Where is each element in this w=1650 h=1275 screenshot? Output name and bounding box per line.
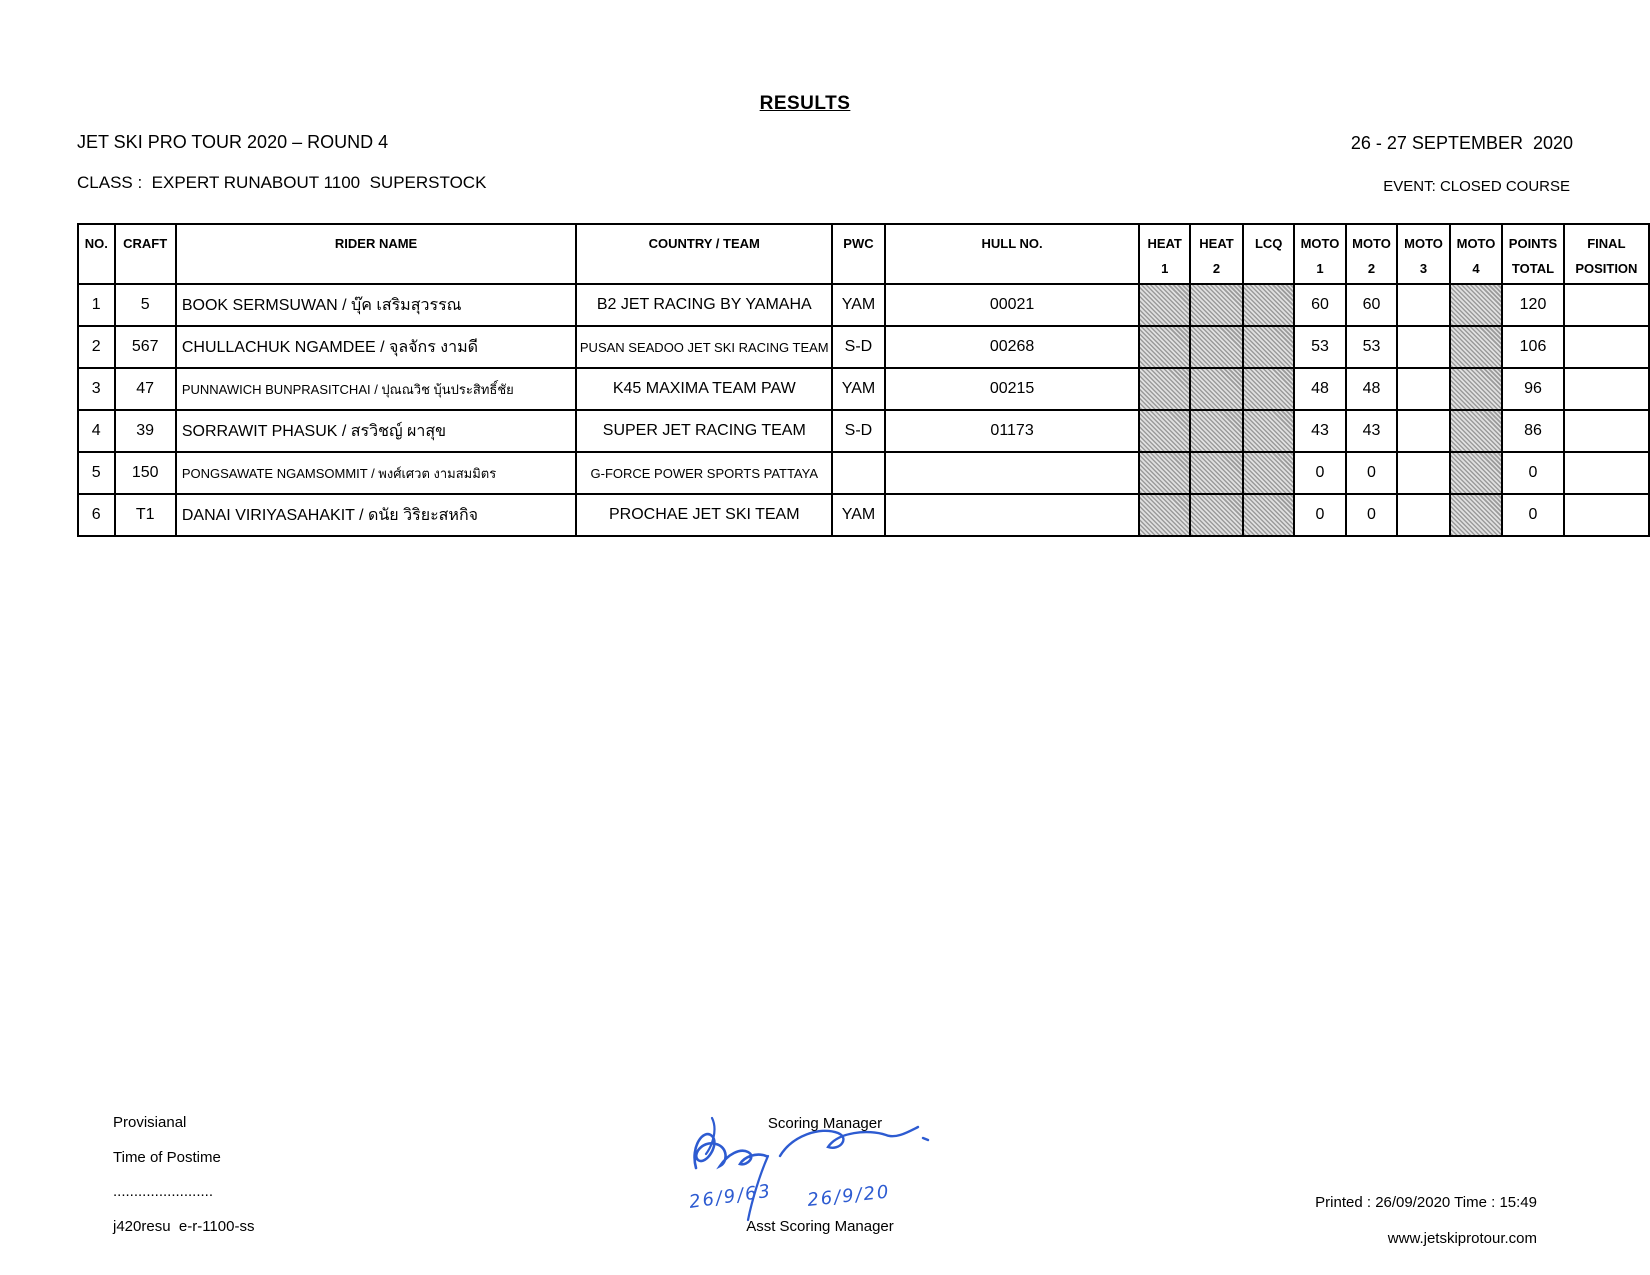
cell-rider: PONGSAWATE NGAMSOMMIT / พงศ์เศวต งามสมมิตร [176, 452, 576, 494]
cell-points: 120 [1502, 284, 1564, 326]
col-header-no: NO. [78, 224, 115, 284]
results-table-container [77, 223, 1650, 537]
cell-moto1: 48 [1294, 368, 1346, 410]
cell-craft: 567 [115, 326, 176, 368]
class-label: CLASS : EXPERT RUNABOUT 1100 SUPERSTOCK [77, 173, 487, 192]
col-header-moto2: MOTO 2 [1346, 224, 1398, 284]
cell-moto2: 60 [1346, 284, 1398, 326]
cell-final [1564, 452, 1649, 494]
cell-points: 96 [1502, 368, 1564, 410]
cell-rider: SORRAWIT PHASUK / สรวิชญ์ ผาสุข [176, 410, 576, 452]
cell-heat1 [1139, 494, 1189, 536]
col-header-moto1: MOTO 1 [1294, 224, 1346, 284]
col-header-rider: RIDER NAME [176, 224, 576, 284]
cell-moto2: 0 [1346, 494, 1398, 536]
signature-scribble-right [780, 1127, 918, 1156]
cell-points: 106 [1502, 326, 1564, 368]
table-row [78, 410, 1649, 452]
cell-heat1 [1139, 326, 1189, 368]
table-row [78, 284, 1649, 326]
cell-final [1564, 410, 1649, 452]
col-header-team: COUNTRY / TEAM [576, 224, 832, 284]
col-header-points: POINTS TOTAL [1502, 224, 1564, 284]
cell-craft: T1 [115, 494, 176, 536]
dotted-line: ........................ [113, 1183, 214, 1201]
page-title: RESULTS [759, 93, 851, 114]
cell-hull [885, 452, 1140, 494]
cell-moto2: 53 [1346, 326, 1398, 368]
cell-craft: 47 [115, 368, 176, 410]
col-header-hull: HULL NO. [885, 224, 1140, 284]
cell-moto1: 0 [1294, 452, 1346, 494]
cell-lcq [1243, 326, 1294, 368]
results-table-head [78, 224, 1649, 284]
cell-lcq [1243, 410, 1294, 452]
col-header-lcq: LCQ [1243, 224, 1294, 284]
cell-pwc: YAM [832, 284, 884, 326]
cell-heat1 [1139, 452, 1189, 494]
cell-pwc: S-D [832, 410, 884, 452]
cell-moto1: 60 [1294, 284, 1346, 326]
cell-heat1 [1139, 410, 1189, 452]
cell-points: 0 [1502, 452, 1564, 494]
cell-hull: 00215 [885, 368, 1140, 410]
time-of-postime-label: Time of Postime [113, 1148, 221, 1166]
cell-heat2 [1190, 410, 1243, 452]
cell-heat2 [1190, 494, 1243, 536]
col-header-heat1: HEAT 1 [1139, 224, 1189, 284]
col-header-moto3: MOTO 3 [1397, 224, 1449, 284]
table-row [78, 326, 1649, 368]
cell-heat1 [1139, 284, 1189, 326]
cell-moto4 [1450, 452, 1502, 494]
cell-final [1564, 284, 1649, 326]
cell-moto2: 48 [1346, 368, 1398, 410]
cell-pwc: YAM [832, 368, 884, 410]
cell-team: B2 JET RACING BY YAMAHA [576, 284, 832, 326]
cell-rider: DANAI VIRIYASAHAKIT / ดนัย วิริยะสหกิจ [176, 494, 576, 536]
cell-moto3 [1397, 452, 1449, 494]
cell-team: G-FORCE POWER SPORTS PATTAYA [576, 452, 832, 494]
scoring-manager-label: Scoring Manager [767, 1115, 883, 1132]
cell-lcq [1243, 494, 1294, 536]
cell-moto3 [1397, 326, 1449, 368]
cell-points: 0 [1502, 494, 1564, 536]
cell-no: 3 [78, 368, 115, 410]
header-row [78, 224, 1649, 284]
cell-moto2: 43 [1346, 410, 1398, 452]
results-table [77, 223, 1650, 537]
cell-final [1564, 368, 1649, 410]
signature-date-right: 26/9/20 [806, 1181, 892, 1211]
cell-no: 5 [78, 452, 115, 494]
cell-hull: 01173 [885, 410, 1140, 452]
cell-craft: 5 [115, 284, 176, 326]
cell-no: 1 [78, 284, 115, 326]
cell-heat2 [1190, 452, 1243, 494]
cell-moto1: 53 [1294, 326, 1346, 368]
cell-final [1564, 494, 1649, 536]
printed-timestamp: Printed : 26/09/2020 Time : 15:49 [1315, 1194, 1537, 1211]
footer-right-block [1315, 1185, 1537, 1257]
event-type-label: EVENT: CLOSED COURSE [1383, 178, 1570, 195]
cell-team: SUPER JET RACING TEAM [576, 410, 832, 452]
cell-moto3 [1397, 494, 1449, 536]
signature-scribble-left [695, 1134, 766, 1168]
cell-pwc: YAM [832, 494, 884, 536]
cell-moto1: 0 [1294, 494, 1346, 536]
tour-round-title: JET SKI PRO TOUR 2020 – ROUND 4 [77, 132, 389, 152]
cell-lcq [1243, 284, 1294, 326]
cell-final [1564, 326, 1649, 368]
cell-team: K45 MAXIMA TEAM PAW [576, 368, 832, 410]
cell-hull [885, 494, 1140, 536]
cell-moto3 [1397, 368, 1449, 410]
scoring-manager-signature [682, 1116, 932, 1226]
cell-points: 86 [1502, 410, 1564, 452]
cell-pwc [832, 452, 884, 494]
cell-moto3 [1397, 284, 1449, 326]
table-row [78, 494, 1649, 536]
cell-heat2 [1190, 368, 1243, 410]
cell-heat2 [1190, 284, 1243, 326]
website-url: www.jetskiprotour.com [1387, 1230, 1537, 1247]
signature-flourish-dot [923, 1138, 928, 1140]
cell-craft: 39 [115, 410, 176, 452]
cell-heat1 [1139, 368, 1189, 410]
cell-rider: CHULLACHUK NGAMDEE / จุลจักร งามดี [176, 326, 576, 368]
cell-heat2 [1190, 326, 1243, 368]
cell-rider: PUNNAWICH BUNPRASITCHAI / ปุณณวิช บุ้นประสิทธิ์ชัย [176, 368, 576, 410]
report-code-label: j420resu e-r-1100-ss [113, 1217, 255, 1235]
cell-lcq [1243, 452, 1294, 494]
signature-date-left: 26/9/63 [687, 1180, 774, 1213]
col-header-craft: CRAFT [115, 224, 176, 284]
col-header-moto4: MOTO 4 [1450, 224, 1502, 284]
cell-moto4 [1450, 326, 1502, 368]
event-date: 26 - 27 SEPTEMBER 2020 [1350, 133, 1573, 153]
cell-craft: 150 [115, 452, 176, 494]
cell-hull: 00268 [885, 326, 1140, 368]
cell-team: PUSAN SEADOO JET SKI RACING TEAM [576, 326, 832, 368]
col-header-pwc: PWC [832, 224, 884, 284]
provisional-label: Provisianal [113, 1114, 187, 1131]
cell-moto4 [1450, 368, 1502, 410]
cell-moto2: 0 [1346, 452, 1398, 494]
cell-moto3 [1397, 410, 1449, 452]
cell-lcq [1243, 368, 1294, 410]
cell-moto1: 43 [1294, 410, 1346, 452]
results-table-body [78, 284, 1649, 536]
cell-moto4 [1450, 494, 1502, 536]
col-header-heat2: HEAT 2 [1190, 224, 1243, 284]
cell-rider: BOOK SERMSUWAN / บุ๊ค เสริมสุวรรณ [176, 284, 576, 326]
cell-pwc: S-D [832, 326, 884, 368]
cell-team: PROCHAE JET SKI TEAM [576, 494, 832, 536]
table-row [78, 452, 1649, 494]
cell-moto4 [1450, 284, 1502, 326]
col-header-final: FINAL POSITION [1564, 224, 1649, 284]
cell-no: 6 [78, 494, 115, 536]
table-row [78, 368, 1649, 410]
cell-moto4 [1450, 410, 1502, 452]
cell-hull: 00021 [885, 284, 1140, 326]
cell-no: 2 [78, 326, 115, 368]
asst-scoring-manager-label: Asst Scoring Manager [746, 1218, 894, 1235]
cell-no: 4 [78, 410, 115, 452]
